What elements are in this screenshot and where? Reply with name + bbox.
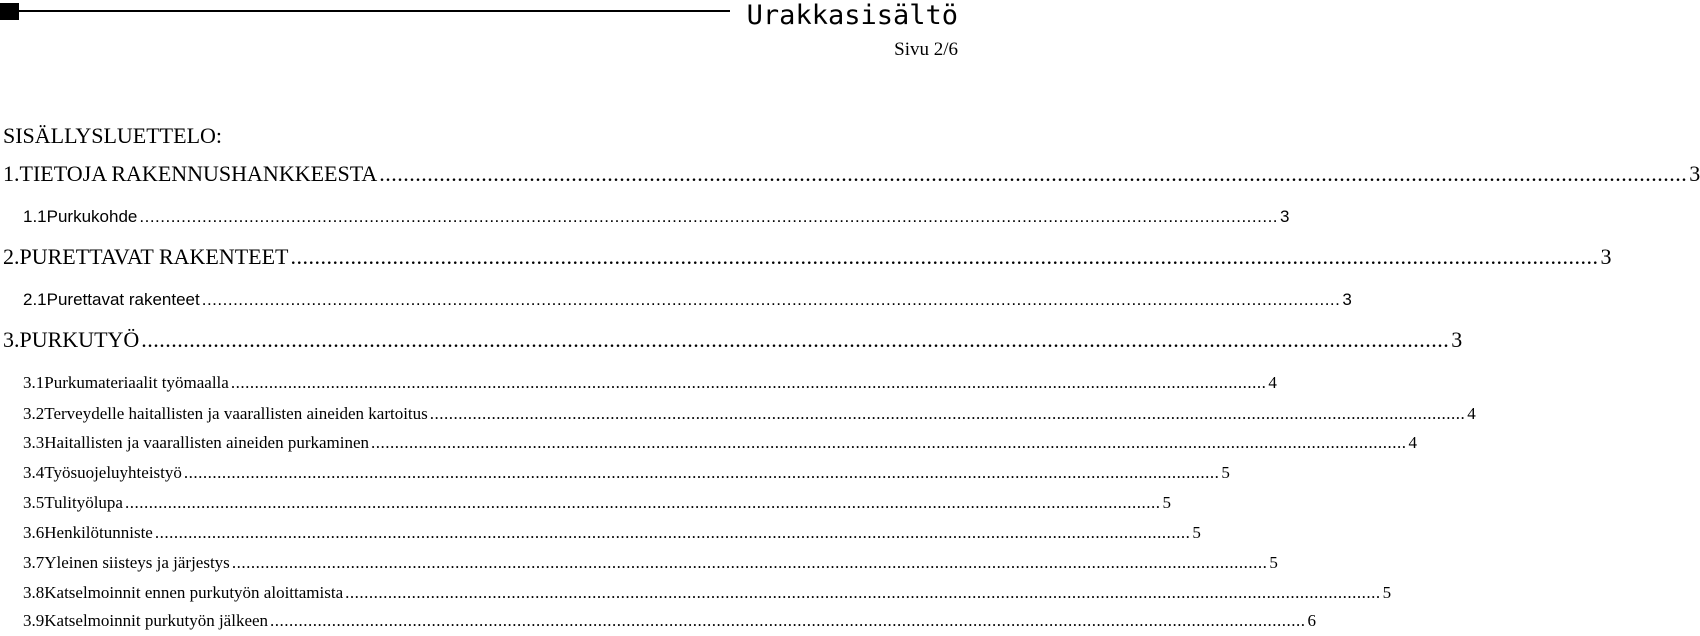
toc-entry-page: 4 [1408,433,1418,452]
toc-entry-number: 3.1 [23,373,45,392]
page-number: Sivu 2/6 [894,39,958,60]
toc-entry-3-2[interactable] [0,403,1476,425]
toc-leader: .......................................................................................................................................................................................................................... [429,404,1466,423]
toc-leader: .......................................................................................................................................................................................................................... [154,523,1191,542]
toc-entry-number: 3. [3,327,20,352]
toc-entry-title: PURETTAVAT RAKENTEET [19,244,289,269]
toc-entry-page: 3 [1689,161,1700,186]
toc-entry-title: PURKUTYÖ [19,327,140,352]
toc-entry-3-4[interactable] [0,462,1230,484]
toc-entry-page: 5 [1221,463,1230,482]
toc-entry-number: 3.8 [23,583,45,602]
toc-entry-title: Terveydelle haitallisten ja vaarallisten aineiden kartoitus [44,404,428,423]
toc-leader: .......................................................................................................................................................................................................................... [139,207,1279,226]
toc-entry-title: Purkumateriaalit työmaalla [44,373,229,392]
document-title: Urakkasisältö [746,0,958,31]
toc-entry-title: Tulityölupa [44,493,123,512]
toc-entry-page: 5 [1382,583,1392,602]
toc-leader: .......................................................................................................................................................................................................................... [270,611,1306,630]
toc-entry-page: 3 [1451,327,1463,352]
toc-leader: .......................................................................................................................................................................................................................... [141,327,1450,352]
toc-entry-title: Henkilötunniste [44,523,153,542]
toc-entry-1[interactable] [0,160,1700,188]
toc-leader: .......................................................................................................................................................................................................................... [183,463,1220,482]
toc-leader: .......................................................................................................................................................................................................................... [230,373,1267,392]
toc-entry-2-1[interactable] [0,289,1352,311]
toc-leader: .......................................................................................................................................................................................................................... [379,161,1688,186]
toc-entry-page: 4 [1268,373,1277,392]
toc-entry-number: 1.1 [23,207,47,226]
toc-entry-number: 3.6 [23,523,45,542]
toc-leader: .......................................................................................................................................................................................................................... [371,433,1407,452]
toc-entry-title: TIETOJA RAKENNUSHANKKEESTA [19,161,378,186]
toc-entry-title: Työsuojeluyhteistyö [44,463,182,482]
toc-leader: .......................................................................................................................................................................................................................... [201,290,1341,309]
toc-leader: .......................................................................................................................................................................................................................... [231,553,1268,572]
toc-entry-page: 5 [1269,553,1278,572]
toc-entry-page: 3 [1600,244,1612,269]
toc-entry-3-6[interactable] [0,522,1201,544]
toc-leader: .......................................................................................................................................................................................................................... [290,244,1599,269]
toc-entry-number: 3.9 [23,611,45,630]
toc-entry-number: 2. [3,244,20,269]
toc-entry-title: Katselmoinnit ennen purkutyön aloittamista [44,583,344,602]
toc-leader: .......................................................................................................................................................................................................................... [124,493,1161,512]
toc-entry-title: Yleinen siisteys ja järjestys [44,553,230,572]
toc-entry-3-8[interactable] [0,582,1392,604]
toc-entry-number: 3.3 [23,433,45,452]
toc-entry-title: Katselmoinnit purkutyön jälkeen [44,611,269,630]
toc-entry-number: 2.1 [23,290,47,309]
toc-entry-page: 3 [1280,207,1290,226]
toc-entry-number: 3.2 [23,404,45,423]
toc-entry-3-9[interactable] [0,610,1317,632]
toc-entry-3-5[interactable] [0,492,1171,514]
toc-entry-number: 3.4 [23,463,45,482]
toc-entry-number: 3.5 [23,493,45,512]
toc-entry-page: 3 [1342,290,1352,309]
toc-heading: SISÄLLYSLUETTELO: [3,123,223,148]
toc-entry-page: 5 [1192,523,1201,542]
toc-entry-1-1[interactable] [0,206,1290,228]
toc-entry-number: 3.7 [23,553,45,572]
toc-entry-title: Haitallisten ja vaarallisten aineiden purkaminen [44,433,370,452]
toc-entry-title: Purkukohde [46,207,138,226]
toc-entry-page: 5 [1162,493,1171,512]
toc-entry-page: 6 [1307,611,1317,630]
toc-entry-2[interactable] [0,243,1612,271]
toc-leader: .......................................................................................................................................................................................................................... [345,583,1381,602]
toc-entry-page: 4 [1467,404,1476,423]
toc-entry-3-3[interactable] [0,432,1418,454]
toc-entry-number: 1. [3,161,20,186]
toc-entry-3[interactable] [0,326,1463,354]
toc-entry-3-7[interactable] [0,552,1278,574]
toc-entry-title: Purettavat rakenteet [46,290,200,309]
toc-entry-3-1[interactable] [0,372,1277,394]
